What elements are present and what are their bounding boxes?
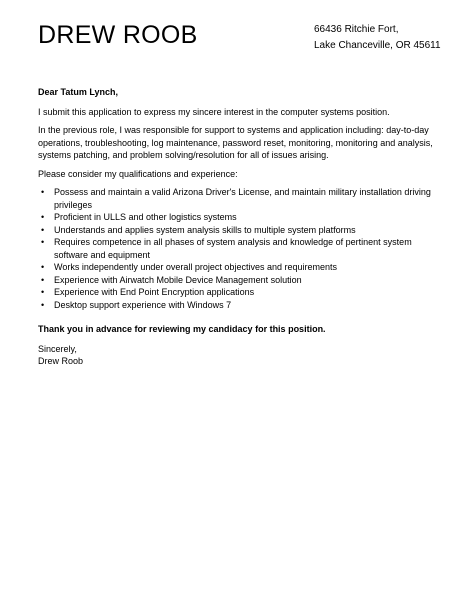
applicant-name: DREW ROOB [38,21,198,49]
list-item-text: Possess and maintain a valid Arizona Driver's License, and maintain military installation driving privileges [54,187,431,210]
salutation: Dear Tatum Lynch, [38,87,119,97]
letter-body [38,86,438,368]
address-line-1: 66436 Ritchie Fort, [314,24,399,35]
bullet-icon: • [41,187,45,197]
applicant-address [314,22,441,54]
signature-name: Drew Roob [38,356,84,366]
closing [38,343,438,368]
list-item-text: Experience with Airwatch Mobile Device Management solution [54,274,302,285]
list-item [41,286,438,299]
list-item [41,211,438,224]
list-item [41,261,438,274]
list-item [41,236,438,261]
bullet-icon: • [41,212,45,222]
intro-paragraph: I submit this application to express my sincere interest in the computer systems position. [38,106,390,117]
signoff: Sincerely, [38,343,77,354]
qualifications-list [38,186,438,311]
bullet-icon: • [41,299,45,310]
list-item-text: Works independently under overall project objectives and requirements [54,262,337,272]
bullet-icon: • [41,262,45,272]
bullet-icon: • [41,287,45,297]
bullet-icon: • [41,224,45,235]
thanks-paragraph: Thank you in advance for reviewing my candidacy for this position. [38,324,326,334]
address-line-2: Lake Chanceville, OR 45611 [314,40,441,51]
bullet-icon: • [41,237,45,247]
list-item-text: Proficient in ULLS and other logistics systems [54,212,237,222]
list-item-text: Understands and applies system analysis skills to multiple system platforms [54,224,356,235]
bullet-icon: • [41,274,45,285]
list-item [41,274,438,287]
list-item [41,186,438,211]
list-item [41,299,438,312]
list-item-text: Experience with End Point Encryption applications [54,287,255,297]
list-item-text: Requires competence in all phases of system analysis and knowledge of pertinent system software and equipment [54,237,412,260]
previous-role-paragraph: In the previous role, I was responsible for support to systems and application including: day-to-day operations, troubleshooting, log maintenance, password reset, monitoring, monitoring and analysis, systems patching, and problem solving/resolution for all of issues arising. [38,125,433,160]
consider-paragraph: Please consider my qualifications and experience: [38,168,238,179]
list-item [41,224,438,237]
list-item-text: Desktop support experience with Windows 7 [54,299,232,310]
